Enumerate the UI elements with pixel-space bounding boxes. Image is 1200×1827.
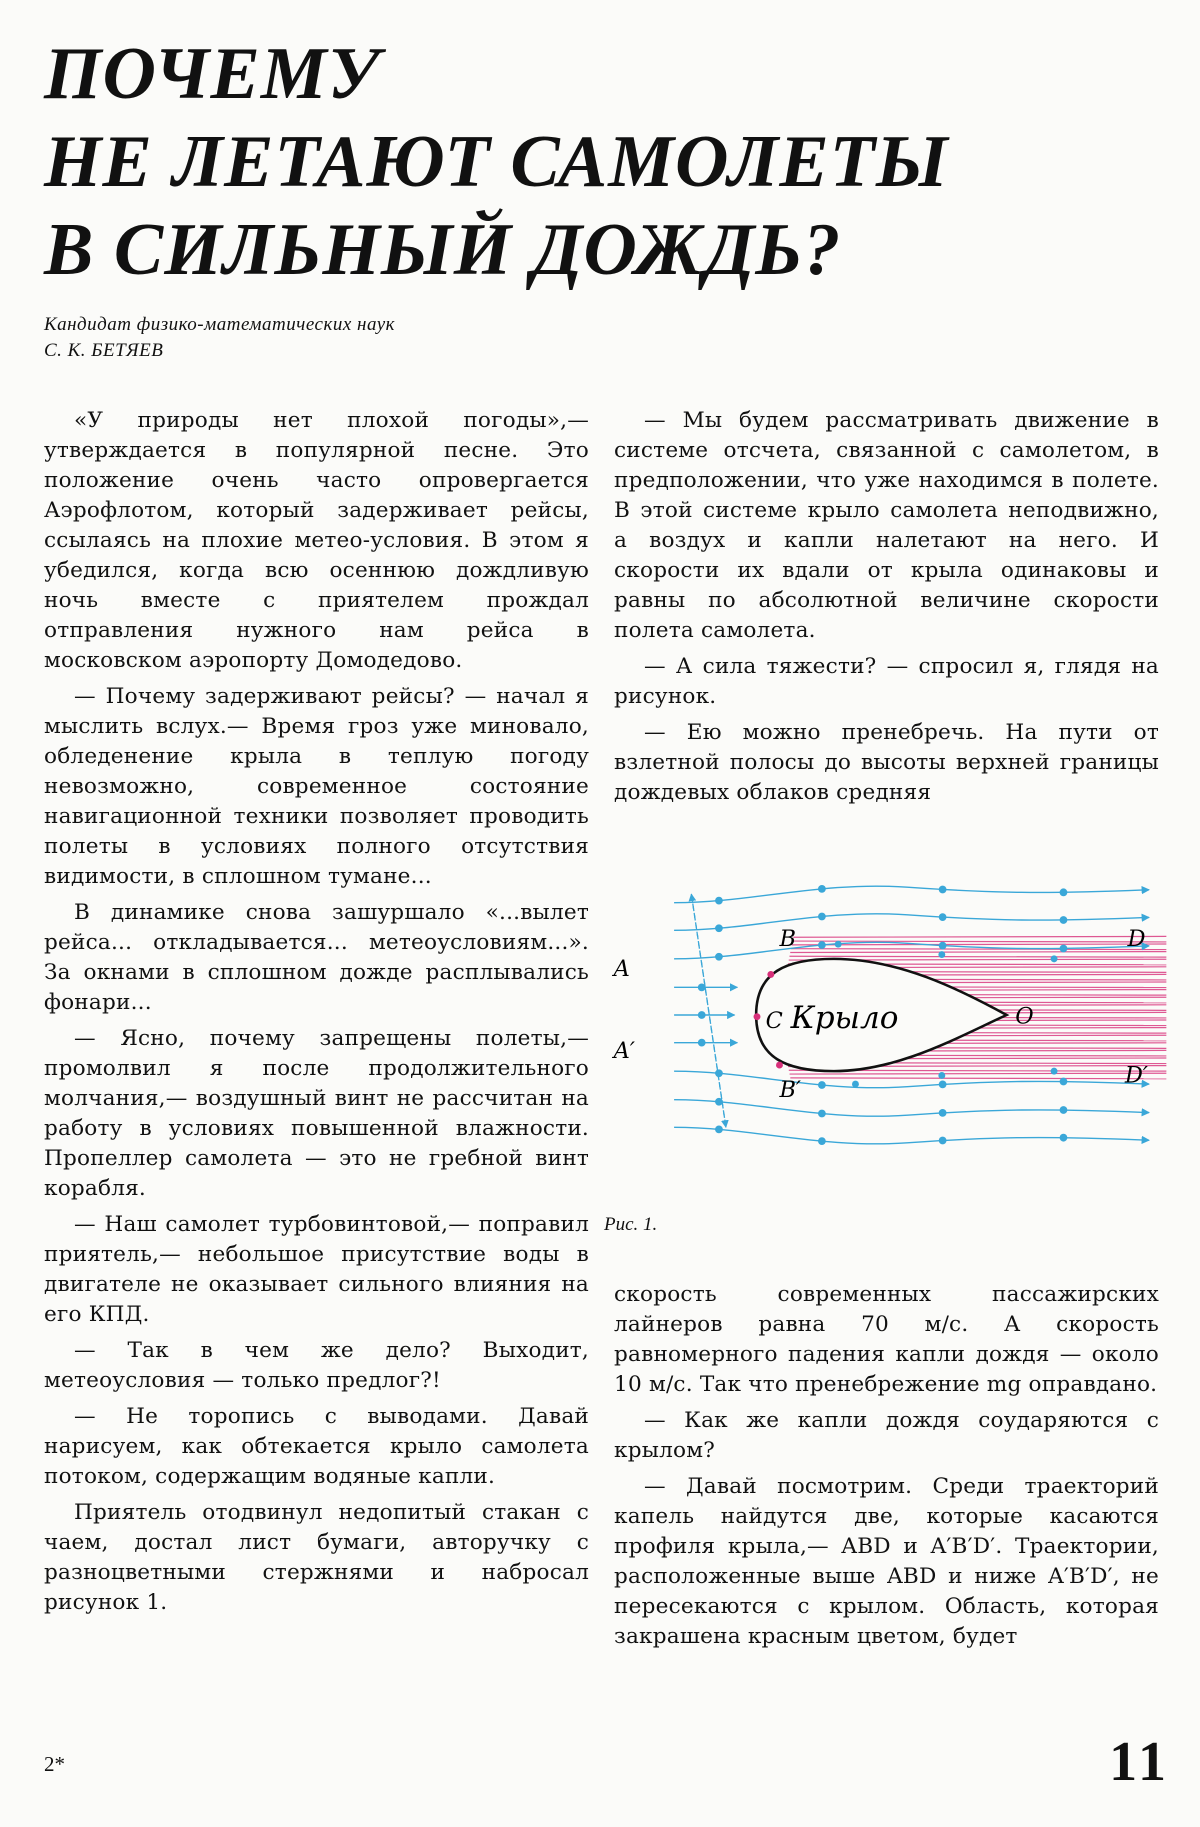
point-B [767,971,774,978]
right-column-top [614,406,1159,814]
article-title [44,30,1164,294]
rain-droplet [939,1109,947,1117]
point-C [754,1013,761,1020]
label-A-prime: A′ [613,1038,635,1065]
rain-droplet [818,941,826,949]
title-line-2: НЕ ЛЕТАЮТ САМОЛЕТЫ [44,121,949,203]
paragraph: — Наш самолет турбовинтовой,— поправил приятель,— небольшое присутствие воды в двигателе не оказывает сильного влияния на его КПД. [44,1212,589,1327]
streamline [674,886,1149,903]
rain-droplet [939,886,947,894]
shadow-stroke [790,1078,1166,1079]
label-A: A [613,956,630,983]
point-B-prime [776,1062,783,1069]
paragraph: — Мы будем рассматривать движение в системе отсчета, связанной с самолетом, в предположении, что уже находимся в полете. В этой системе крыло самолета неподвижно, а воздух и капли налетают на него. И скорости их вдали от крыла одинаковы и равны по абсолютной величине скорости полета самолета. [614,408,1159,643]
paragraph: — А сила тяжести? — спросил я, глядя на рисунок. [614,654,1159,709]
rain-droplet [1051,955,1058,962]
author-name: С. К. БЕТЯЕВ [44,340,164,361]
label-O: O [1015,1003,1034,1030]
rain-droplet [938,951,945,958]
left-column [44,406,589,1624]
rain-droplet [835,941,842,948]
rain-droplet [1060,1106,1068,1114]
title-line-1: ПОЧЕМУ [44,33,381,115]
label-B-prime: B′ [779,1077,802,1104]
shadow-stroke [790,1073,1167,1074]
paragraph: — Почему задерживают рейсы? — начал я мыслить вслух.— Время гроз уже миновало, обледенение крыла в теплую погоду невозможно, современное состояние навигационной техники позволяет проводить полеты в условиях полного отсутствия видимости, в сплошном тумане... [44,684,589,889]
byline [44,312,644,364]
rain-droplet [715,924,723,932]
figure-wing-diagram [605,855,1175,1175]
rain-droplet [818,913,826,921]
title-line-3: В СИЛЬНЫЙ ДОЖДЬ? [44,209,842,291]
rain-droplet [1060,945,1068,953]
rain-droplet [715,897,723,905]
paragraph: — Так в чем же дело? Выходит, метеоусловия — только предлог?! [44,1338,589,1393]
paragraph: — Не торопись с выводами. Давай нарисуем, как обтекается крыло самолета потоком, содержащим водяные капли. [44,1404,589,1489]
wing-label: Крыло [790,999,899,1036]
paragraph: — Ею можно пренебречь. На пути от взлетной полосы до высоты верхней границы дождевых облаков средняя [614,720,1159,805]
rain-droplet [698,1039,706,1047]
shadow-stroke [791,949,1166,950]
rain-droplet [1060,1134,1068,1142]
shadow-stroke [793,936,1166,937]
paragraph: «У природы нет плохой погоды»,— утверждается в популярной песне. Это положение очень часто опровергается Аэрофлотом, который задерживает рейсы, ссылаясь на плохие метео-условия. В этом я убедился, когда всю осеннюю дождливую ночь вместе с приятелем прождал отправления нужного нам рейса в московском аэропорту Домодедово. [44,408,589,673]
paragraph: скорость современных пассажирских лайнеров равна 70 м/с. А скорость равномерного падения капли дождя — около 10 м/с. Так что пренебрежение mg оправдано. [614,1282,1159,1397]
rain-droplet [938,1072,945,1079]
rain-droplet [1060,888,1068,896]
rain-droplet [939,942,947,950]
rain-droplet [1060,916,1068,924]
label-D-prime: D′ [1124,1062,1149,1089]
rain-droplet [939,913,947,921]
streamline [674,1127,1149,1144]
rain-droplet [715,1125,723,1133]
rain-droplet [818,1110,826,1118]
rain-droplet [715,953,723,961]
rain-droplet [939,1137,947,1145]
paragraph: — Ясно, почему запрещены полеты,— промолвил я после продолжительного молчания,— воздушный винт не рассчитан на работу в условиях повышенной влажности. Пропеллер самолета — это не гребной винт корабля. [44,1026,589,1201]
paragraph: — Как же капли дождя соударяются с крылом? [614,1408,1159,1463]
label-B: B [779,925,796,952]
shadow-stroke [793,941,1167,942]
shadow-stroke [789,956,1166,957]
signature-mark: 2* [44,1752,65,1776]
figure-caption: Рис. 1. [604,1214,658,1235]
rain-droplet [852,1081,859,1088]
label-D: D [1127,925,1146,952]
streamline [674,1100,1149,1117]
rain-droplet [818,1137,826,1145]
streamline [674,914,1149,931]
paragraph: Приятель отодвинул недопитый стакан с чаем, достал лист бумаги, авторучку с разноцветными стержнями и набросал рисунок 1. [44,1500,589,1615]
label-C: C [765,1007,783,1034]
right-column-bottom [614,1280,1159,1658]
rain-droplet [698,1011,706,1019]
paragraph: В динамике снова зашуршало «...вылет рейса... откладывается... метеоусловиям...». За окнами в сплошном дожде расплывались фонари... [44,900,589,1015]
paragraph: — Давай посмотрим. Среди траекторий капель найдутся две, которые касаются профиля крыла,— ABD и A′B′D′. Траектории, расположенные выше ABD и ниже A′B′D′, не пересекаются с крылом. Область, которая закрашена красным цветом, будет [614,1474,1159,1649]
rain-droplet [1051,1068,1058,1075]
rain-droplet [818,1081,826,1089]
rain-droplet [939,1081,947,1089]
shadow-stroke [790,952,1166,953]
author-degree: Кандидат физико-математических наук [44,314,396,335]
page-number: 11 [1109,1731,1170,1793]
rain-droplet [818,885,826,893]
rain-droplet [1060,1078,1068,1086]
shadow-stroke [792,944,1167,945]
